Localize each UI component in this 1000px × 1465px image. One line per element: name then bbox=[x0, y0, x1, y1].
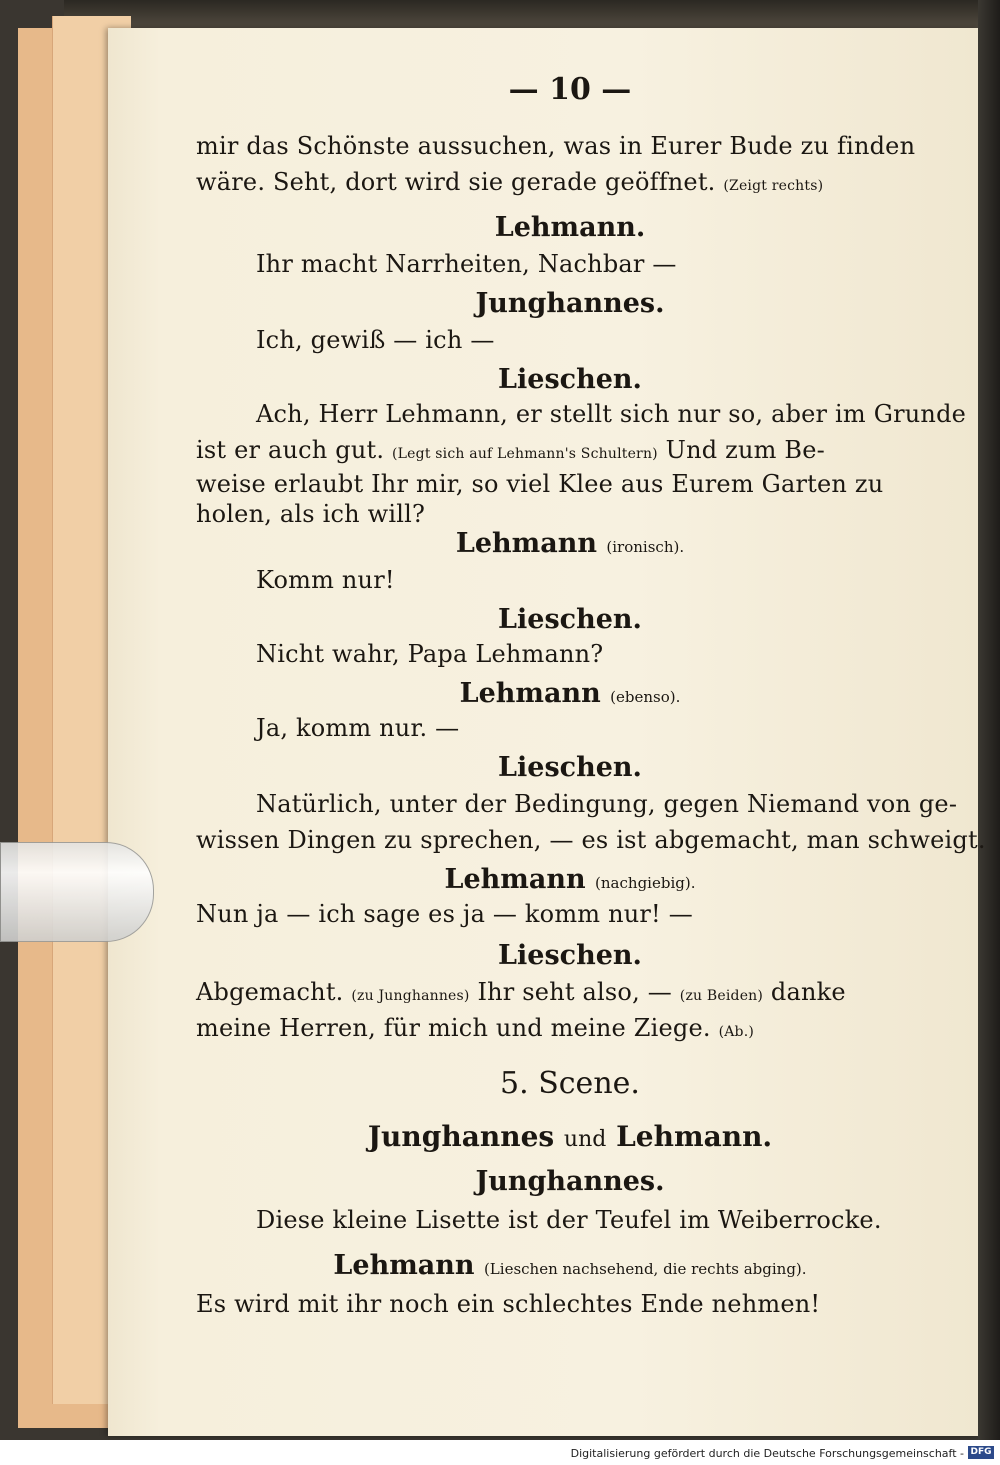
line-text: wissen Dingen zu sprechen, — es ist abgemacht, man schweigt. bbox=[196, 826, 986, 854]
text-line bbox=[196, 132, 946, 160]
line-text-cont: danke bbox=[770, 978, 846, 1006]
stage-direction: (ironisch). bbox=[606, 538, 685, 556]
text-line bbox=[196, 250, 1000, 278]
stage-direction: (nachgiebig). bbox=[595, 874, 696, 892]
stage-direction: (Ab.) bbox=[718, 1024, 755, 1040]
line-text: Lehmann. bbox=[494, 212, 646, 243]
line-text: Es wird mit ihr noch ein schlechtes Ende nehmen! bbox=[196, 1290, 821, 1318]
stage-direction: (zu Beiden) bbox=[679, 988, 764, 1004]
line-text-cont: Und zum Be- bbox=[665, 436, 825, 464]
text-line bbox=[196, 900, 946, 928]
speaker-name bbox=[150, 678, 990, 709]
footer-text: Digitalisierung gefördert durch die Deutsche Forschungsgemeinschaft - bbox=[570, 1447, 964, 1460]
stage-direction: (Legt sich auf Lehmann's Schultern) bbox=[392, 446, 658, 462]
line-text: meine Herren, für mich und meine Ziege. bbox=[196, 1014, 711, 1042]
text-line bbox=[196, 640, 1000, 668]
cast-connector: und bbox=[563, 1127, 607, 1152]
line-text: Lieschen. bbox=[498, 940, 642, 971]
line-text: weise erlaubt Ihr mir, so viel Klee aus Eurem Garten zu bbox=[196, 470, 884, 498]
text-line bbox=[196, 978, 946, 1006]
line-text: wäre. Seht, dort wird sie gerade geöffnet. bbox=[196, 168, 716, 196]
line-text: holen, als ich will? bbox=[196, 500, 426, 528]
speaker-name bbox=[150, 288, 990, 319]
speaker-name bbox=[150, 752, 990, 783]
text-line bbox=[196, 714, 1000, 742]
stage-direction: (zu Junghannes) bbox=[351, 988, 470, 1004]
line-text: Nun ja — ich sage es ja — komm nur! — bbox=[196, 900, 693, 928]
text-line bbox=[196, 168, 946, 196]
line-text: Junghannes bbox=[367, 1120, 555, 1153]
text-line bbox=[196, 1290, 946, 1318]
text-line bbox=[196, 1206, 1000, 1234]
speaker-name bbox=[150, 364, 990, 395]
digitization-footer bbox=[0, 1441, 1000, 1465]
text-line bbox=[196, 1014, 946, 1042]
line-text: Lehmann bbox=[444, 864, 586, 895]
speaker-name bbox=[150, 1166, 990, 1197]
text-line bbox=[196, 470, 946, 498]
line-text: Abgemacht. bbox=[196, 978, 344, 1006]
text-line bbox=[196, 566, 1000, 594]
line-text: Junghannes. bbox=[475, 1166, 665, 1197]
line-text: Lehmann bbox=[459, 678, 601, 709]
line-text: Ihr macht Narrheiten, Nachbar — bbox=[256, 250, 677, 278]
dfg-logo: DFG bbox=[968, 1446, 994, 1459]
speaker-name bbox=[150, 604, 990, 635]
line-text: Junghannes. bbox=[475, 288, 665, 319]
speaker-name bbox=[150, 1250, 990, 1281]
page-number: — 10 — bbox=[508, 72, 632, 107]
line-text: Komm nur! bbox=[256, 566, 395, 594]
line-text: Ach, Herr Lehmann, er stellt sich nur so, aber im Grunde bbox=[256, 400, 967, 428]
line-text: Lehmann bbox=[455, 528, 597, 559]
line-text: ist er auch gut. bbox=[196, 436, 385, 464]
text-line bbox=[196, 790, 1000, 818]
stage-direction: (Lieschen nachsehend, die rechts abging). bbox=[483, 1260, 807, 1278]
text-line bbox=[196, 400, 1000, 428]
line-text: Lehmann bbox=[333, 1250, 475, 1281]
line-text: Natürlich, unter der Bedingung, gegen Niemand von ge- bbox=[256, 790, 958, 818]
line-text: 5. Scene. bbox=[500, 1066, 640, 1101]
speaker-name bbox=[150, 212, 990, 243]
line-text: Lieschen. bbox=[498, 752, 642, 783]
text-line bbox=[196, 826, 986, 854]
cast-name: Lehmann. bbox=[616, 1120, 773, 1153]
speaker-name bbox=[150, 864, 990, 895]
line-text: Lieschen. bbox=[498, 604, 642, 635]
scene-heading bbox=[150, 1066, 990, 1101]
line-text: Nicht wahr, Papa Lehmann? bbox=[256, 640, 604, 668]
line-text: Lieschen. bbox=[498, 364, 642, 395]
stage-direction: (Zeigt rechts) bbox=[723, 178, 824, 194]
text-line bbox=[196, 500, 946, 528]
speaker-name bbox=[150, 528, 990, 559]
text-line bbox=[196, 326, 1000, 354]
stage-direction: (ebenso). bbox=[610, 688, 681, 706]
line-text: mir das Schönste aussuchen, was in Eurer Bude zu finden bbox=[196, 132, 916, 160]
line-text-cont: Ihr seht also, — bbox=[477, 978, 672, 1006]
scene-cast bbox=[150, 1120, 990, 1153]
line-text: Ja, komm nur. — bbox=[256, 714, 460, 742]
line-text: Ich, gewiß — ich — bbox=[256, 326, 495, 354]
page-clip bbox=[0, 842, 154, 942]
speaker-name bbox=[150, 940, 990, 971]
text-line bbox=[196, 436, 946, 464]
line-text: Diese kleine Lisette ist der Teufel im Weiberrocke. bbox=[256, 1206, 882, 1234]
